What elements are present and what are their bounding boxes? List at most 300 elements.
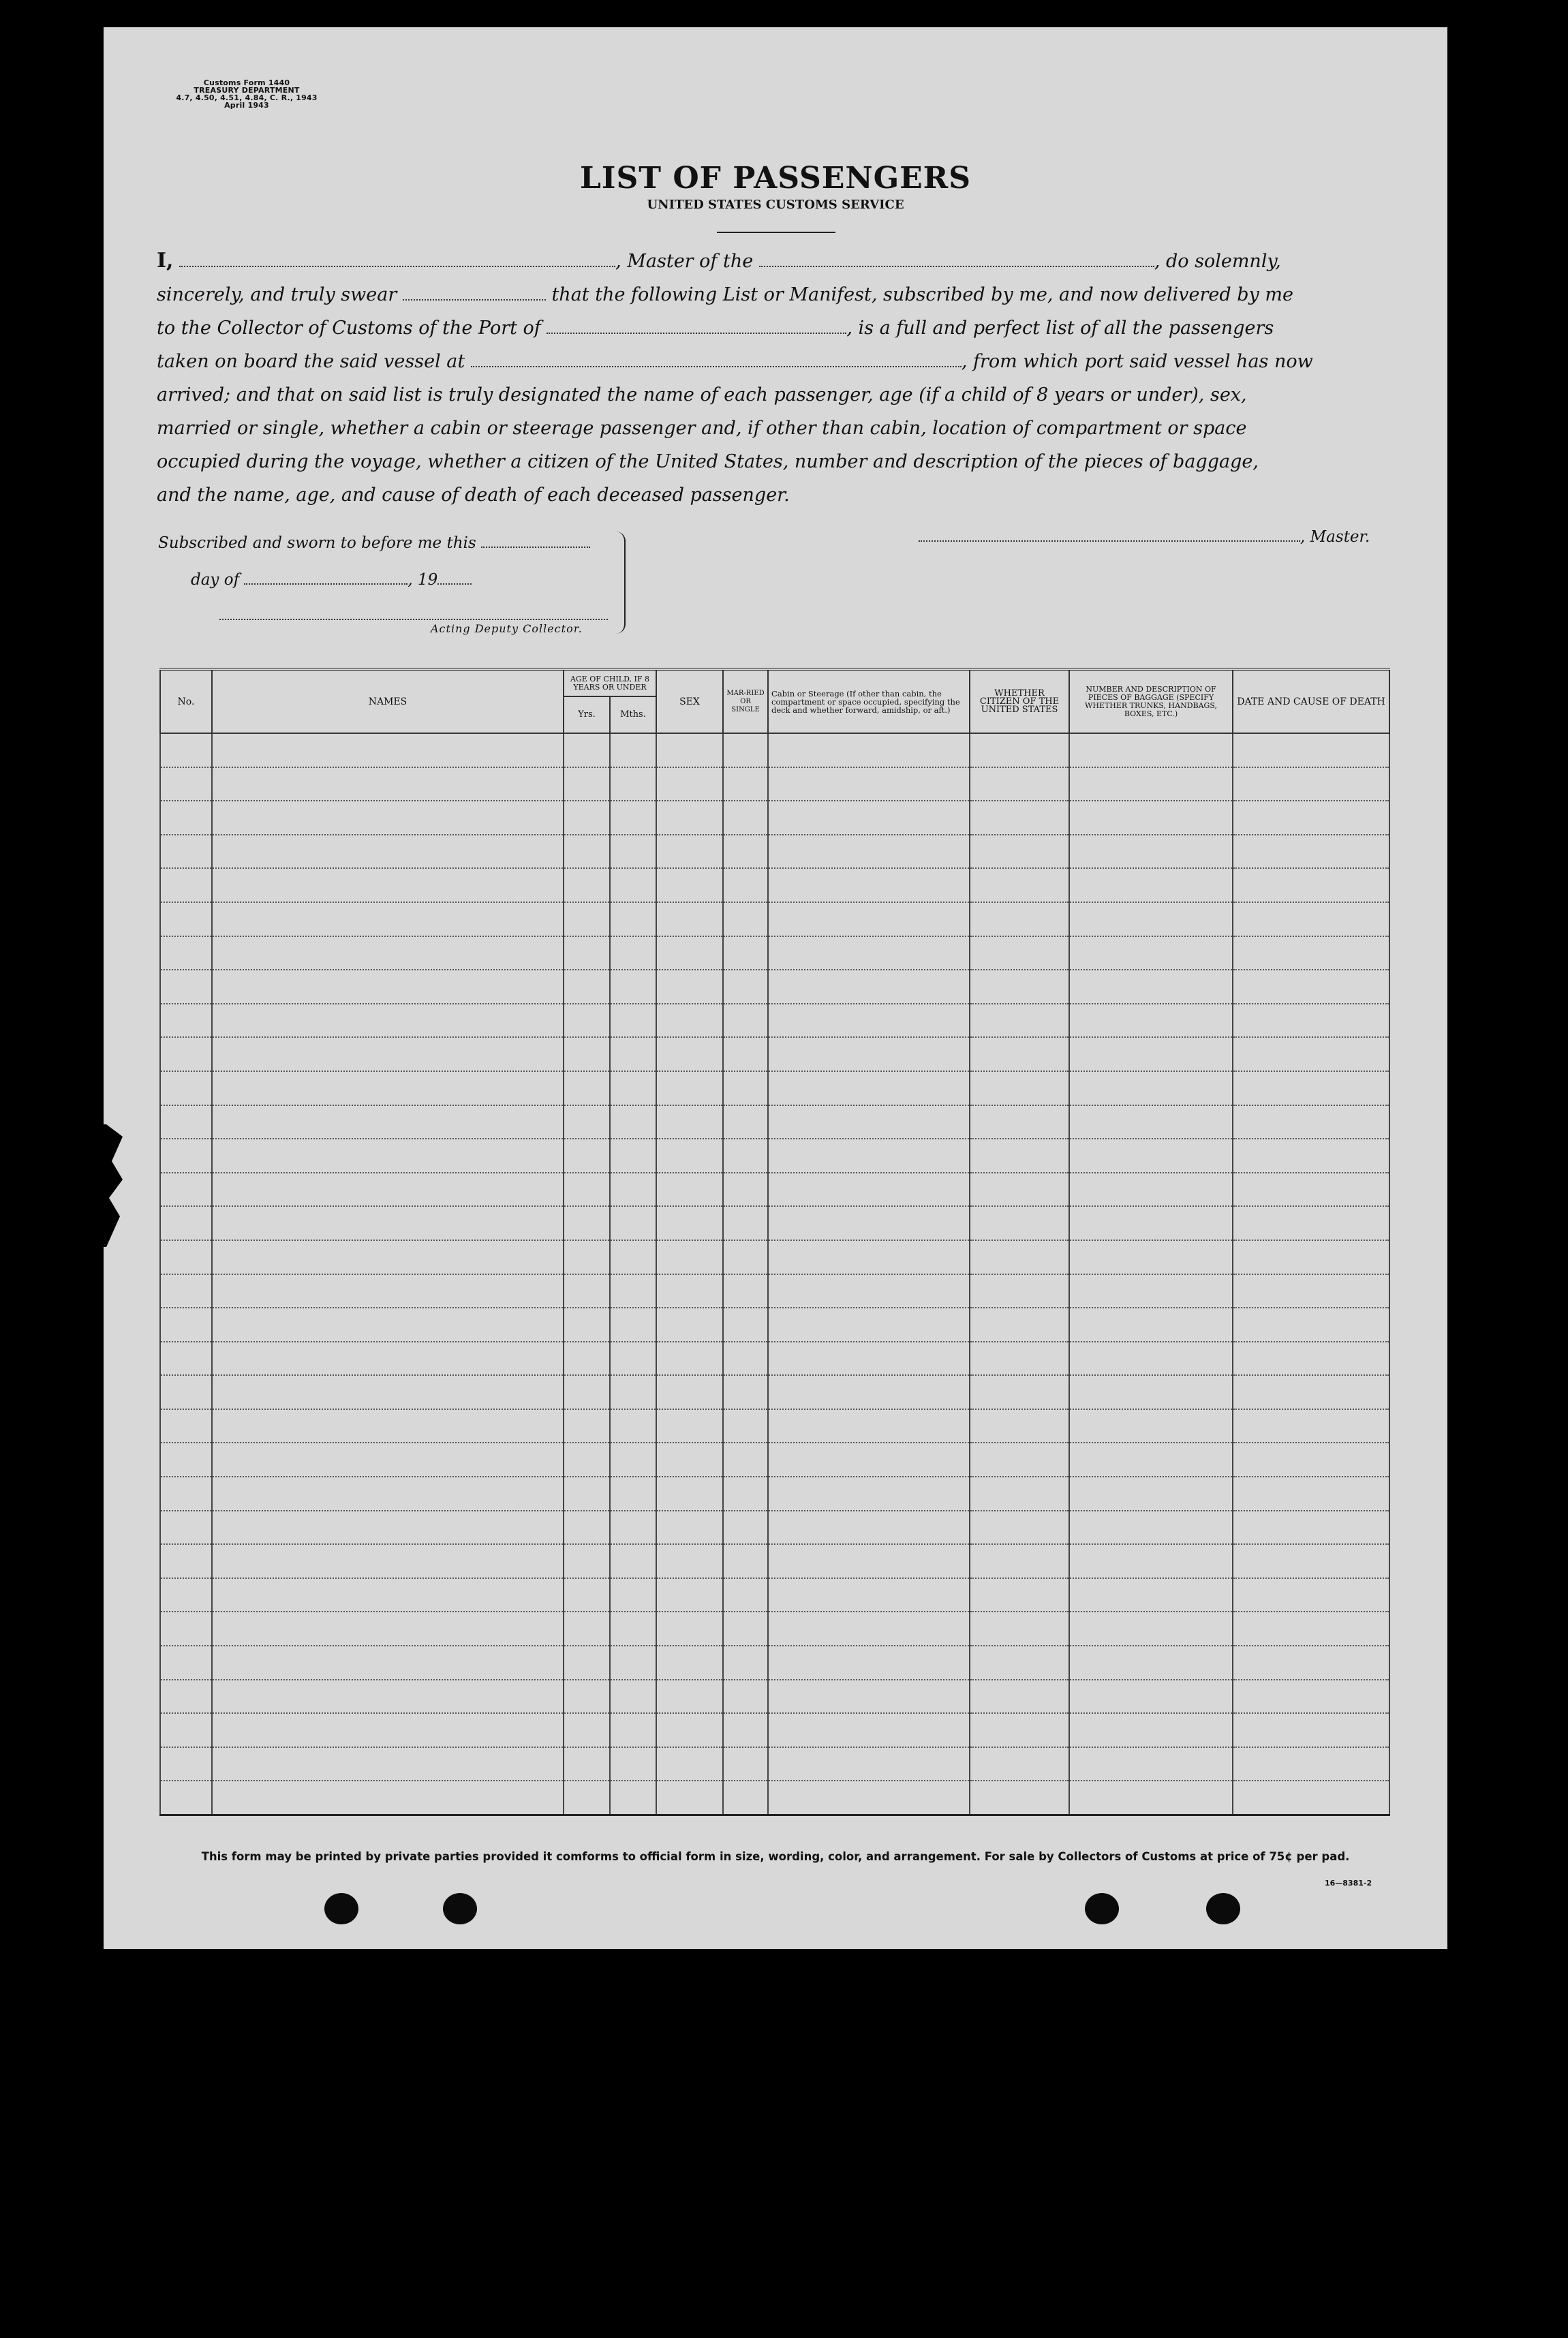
table-cell[interactable] [212,1680,564,1714]
table-cell[interactable] [1233,1071,1389,1105]
table-cell[interactable] [1233,970,1389,1004]
table-cell[interactable] [723,1274,768,1308]
table-cell[interactable] [1233,1240,1389,1274]
table-cell[interactable] [656,1511,723,1545]
table-cell[interactable] [212,1037,564,1071]
table-cell[interactable] [212,1240,564,1274]
table-cell[interactable] [610,1477,656,1511]
table-cell[interactable] [656,1713,723,1747]
table-cell[interactable] [1233,1612,1389,1646]
table-cell[interactable] [610,1612,656,1646]
table-cell[interactable] [1069,801,1233,835]
table-cell[interactable] [656,970,723,1004]
table-cell[interactable] [610,1511,656,1545]
table-cell[interactable] [723,1173,768,1207]
table-cell[interactable] [970,1139,1069,1173]
table-cell[interactable] [723,1139,768,1173]
table-cell[interactable] [656,1578,723,1612]
table-cell[interactable] [723,1342,768,1376]
table-cell[interactable] [970,1409,1069,1443]
table-cell[interactable] [1233,1342,1389,1376]
table-cell[interactable] [1233,868,1389,902]
table-cell[interactable] [160,1578,212,1612]
table-cell[interactable] [212,1004,564,1038]
table-cell[interactable] [768,1511,970,1545]
table-cell[interactable] [1069,868,1233,902]
table-cell[interactable] [970,1308,1069,1342]
table-cell[interactable] [970,1747,1069,1781]
table-cell[interactable] [768,801,970,835]
table-cell[interactable] [564,1206,610,1240]
table-cell[interactable] [970,1713,1069,1747]
table-cell[interactable] [610,1308,656,1342]
table-cell[interactable] [160,1139,212,1173]
table-cell[interactable] [656,936,723,970]
table-cell[interactable] [970,1443,1069,1477]
table-cell[interactable] [1233,767,1389,801]
table-cell[interactable] [1069,1342,1233,1376]
table-cell[interactable] [1069,1139,1233,1173]
table-cell[interactable] [723,1105,768,1139]
table-cell[interactable] [564,767,610,801]
table-cell[interactable] [768,970,970,1004]
table-cell[interactable] [1233,1544,1389,1578]
table-cell[interactable] [1233,1477,1389,1511]
table-cell[interactable] [610,1274,656,1308]
table-cell[interactable] [212,767,564,801]
table-cell[interactable] [1069,1713,1233,1747]
table-cell[interactable] [656,1781,723,1815]
table-cell[interactable] [1069,1308,1233,1342]
sworn-day-field[interactable] [481,533,590,548]
table-cell[interactable] [1233,1037,1389,1071]
month-field[interactable] [244,570,408,585]
table-cell[interactable] [564,1375,610,1409]
table-cell[interactable] [160,1342,212,1376]
table-cell[interactable] [564,1511,610,1545]
table-cell[interactable] [610,1206,656,1240]
table-cell[interactable] [768,1443,970,1477]
table-cell[interactable] [160,1206,212,1240]
table-cell[interactable] [1233,936,1389,970]
table-cell[interactable] [160,1544,212,1578]
table-cell[interactable] [212,1409,564,1443]
table-cell[interactable] [723,835,768,869]
swear-field[interactable] [403,283,546,301]
table-cell[interactable] [564,1240,610,1274]
table-cell[interactable] [1069,1071,1233,1105]
table-cell[interactable] [212,970,564,1004]
table-cell[interactable] [1069,1409,1233,1443]
departure-port-field[interactable] [471,350,962,367]
table-cell[interactable] [160,1409,212,1443]
table-cell[interactable] [768,1139,970,1173]
table-cell[interactable] [1233,1578,1389,1612]
table-cell[interactable] [564,1443,610,1477]
table-cell[interactable] [610,1037,656,1071]
table-cell[interactable] [212,1612,564,1646]
table-cell[interactable] [768,1409,970,1443]
table-cell[interactable] [610,1747,656,1781]
table-cell[interactable] [723,1511,768,1545]
table-cell[interactable] [564,1544,610,1578]
table-cell[interactable] [1069,1544,1233,1578]
table-cell[interactable] [723,1612,768,1646]
table-cell[interactable] [160,1274,212,1308]
table-cell[interactable] [656,767,723,801]
table-cell[interactable] [768,1646,970,1680]
table-cell[interactable] [160,1443,212,1477]
table-cell[interactable] [160,970,212,1004]
table-cell[interactable] [723,1544,768,1578]
table-cell[interactable] [970,1240,1069,1274]
table-cell[interactable] [564,1105,610,1139]
table-cell[interactable] [160,1240,212,1274]
table-cell[interactable] [970,1004,1069,1038]
table-cell[interactable] [1069,936,1233,970]
table-cell[interactable] [564,902,610,936]
table-cell[interactable] [768,1071,970,1105]
table-cell[interactable] [768,936,970,970]
table-cell[interactable] [160,1071,212,1105]
table-cell[interactable] [1233,835,1389,869]
table-cell[interactable] [564,1747,610,1781]
table-cell[interactable] [564,1477,610,1511]
table-cell[interactable] [1069,1680,1233,1714]
table-cell[interactable] [723,1781,768,1815]
table-cell[interactable] [610,1240,656,1274]
table-cell[interactable] [656,1240,723,1274]
table-cell[interactable] [212,868,564,902]
table-cell[interactable] [1233,1375,1389,1409]
table-cell[interactable] [160,1713,212,1747]
table-cell[interactable] [160,1511,212,1545]
table-cell[interactable] [656,868,723,902]
table-cell[interactable] [610,868,656,902]
table-cell[interactable] [656,1004,723,1038]
year-field[interactable] [437,570,472,585]
table-cell[interactable] [564,1004,610,1038]
table-cell[interactable] [564,936,610,970]
table-cell[interactable] [656,1105,723,1139]
table-cell[interactable] [1069,1747,1233,1781]
table-cell[interactable] [160,1781,212,1815]
master-name-field[interactable] [179,249,615,267]
table-cell[interactable] [970,1342,1069,1376]
table-cell[interactable] [768,1375,970,1409]
table-cell[interactable] [610,1375,656,1409]
table-cell[interactable] [564,1173,610,1207]
table-cell[interactable] [768,1477,970,1511]
table-cell[interactable] [723,1037,768,1071]
table-cell[interactable] [610,1646,656,1680]
table-cell[interactable] [970,1544,1069,1578]
table-cell[interactable] [768,1037,970,1071]
table-cell[interactable] [970,1206,1069,1240]
table-cell[interactable] [723,1375,768,1409]
table-cell[interactable] [1069,1375,1233,1409]
table-cell[interactable] [723,936,768,970]
table-cell[interactable] [970,1274,1069,1308]
table-cell[interactable] [160,902,212,936]
table-cell[interactable] [970,1646,1069,1680]
table-cell[interactable] [970,1105,1069,1139]
table-cell[interactable] [160,1375,212,1409]
table-cell[interactable] [610,1139,656,1173]
table-cell[interactable] [723,1004,768,1038]
table-cell[interactable] [970,1511,1069,1545]
table-cell[interactable] [723,1308,768,1342]
table-cell[interactable] [768,1342,970,1376]
table-cell[interactable] [1233,1139,1389,1173]
table-cell[interactable] [723,1477,768,1511]
table-cell[interactable] [212,1477,564,1511]
table-cell[interactable] [768,733,970,767]
table-cell[interactable] [212,1511,564,1545]
table-cell[interactable] [610,1105,656,1139]
table-cell[interactable] [1233,1004,1389,1038]
collector-signature-line[interactable] [219,619,608,620]
table-cell[interactable] [1069,1781,1233,1815]
table-cell[interactable] [1069,1511,1233,1545]
table-cell[interactable] [970,1037,1069,1071]
table-cell[interactable] [1069,1206,1233,1240]
table-cell[interactable] [564,1612,610,1646]
table-cell[interactable] [610,733,656,767]
table-cell[interactable] [656,1747,723,1781]
table-cell[interactable] [160,1037,212,1071]
table-cell[interactable] [768,1544,970,1578]
table-cell[interactable] [723,970,768,1004]
table-cell[interactable] [160,1004,212,1038]
table-cell[interactable] [564,1342,610,1376]
table-cell[interactable] [212,1747,564,1781]
table-cell[interactable] [564,1680,610,1714]
table-cell[interactable] [723,1071,768,1105]
table-cell[interactable] [160,767,212,801]
table-cell[interactable] [160,868,212,902]
table-cell[interactable] [970,767,1069,801]
table-cell[interactable] [564,970,610,1004]
table-cell[interactable] [1233,1308,1389,1342]
table-cell[interactable] [610,1409,656,1443]
table-cell[interactable] [768,1578,970,1612]
table-cell[interactable] [768,1781,970,1815]
table-cell[interactable] [1069,1443,1233,1477]
table-cell[interactable] [564,1308,610,1342]
table-cell[interactable] [768,868,970,902]
table-cell[interactable] [610,902,656,936]
table-cell[interactable] [970,936,1069,970]
table-cell[interactable] [212,1274,564,1308]
table-cell[interactable] [768,835,970,869]
table-cell[interactable] [970,1477,1069,1511]
table-cell[interactable] [1069,835,1233,869]
table-cell[interactable] [1069,1578,1233,1612]
table-cell[interactable] [723,1646,768,1680]
table-cell[interactable] [768,1274,970,1308]
table-cell[interactable] [212,1578,564,1612]
table-cell[interactable] [160,835,212,869]
vessel-name-field[interactable] [759,249,1154,267]
table-cell[interactable] [1233,801,1389,835]
table-cell[interactable] [1233,1646,1389,1680]
table-cell[interactable] [723,1409,768,1443]
table-cell[interactable] [768,1747,970,1781]
master-signature-line[interactable] [919,528,1300,542]
table-cell[interactable] [610,1713,656,1747]
table-cell[interactable] [564,1274,610,1308]
table-cell[interactable] [656,1544,723,1578]
table-cell[interactable] [610,1004,656,1038]
table-cell[interactable] [610,1781,656,1815]
table-cell[interactable] [723,902,768,936]
table-cell[interactable] [656,1037,723,1071]
table-cell[interactable] [970,1680,1069,1714]
table-cell[interactable] [1069,733,1233,767]
table-cell[interactable] [970,1781,1069,1815]
table-cell[interactable] [564,733,610,767]
table-cell[interactable] [723,1680,768,1714]
table-cell[interactable] [1069,1646,1233,1680]
table-cell[interactable] [1069,1173,1233,1207]
table-cell[interactable] [610,1680,656,1714]
table-cell[interactable] [564,1139,610,1173]
table-cell[interactable] [656,1680,723,1714]
table-cell[interactable] [768,1713,970,1747]
table-cell[interactable] [212,1544,564,1578]
table-cell[interactable] [1233,1443,1389,1477]
table-cell[interactable] [212,1443,564,1477]
table-cell[interactable] [656,902,723,936]
table-cell[interactable] [212,936,564,970]
table-cell[interactable] [564,1646,610,1680]
table-cell[interactable] [768,902,970,936]
table-cell[interactable] [160,801,212,835]
table-cell[interactable] [1233,1713,1389,1747]
table-cell[interactable] [768,1680,970,1714]
table-cell[interactable] [723,767,768,801]
table-cell[interactable] [564,868,610,902]
table-cell[interactable] [970,902,1069,936]
table-cell[interactable] [610,801,656,835]
table-cell[interactable] [564,1713,610,1747]
table-cell[interactable] [723,1206,768,1240]
table-cell[interactable] [1233,1680,1389,1714]
table-cell[interactable] [212,1308,564,1342]
table-cell[interactable] [212,835,564,869]
table-cell[interactable] [723,868,768,902]
table-cell[interactable] [656,835,723,869]
table-cell[interactable] [723,1578,768,1612]
table-cell[interactable] [970,1612,1069,1646]
table-cell[interactable] [1233,1274,1389,1308]
table-cell[interactable] [564,835,610,869]
table-cell[interactable] [1069,1477,1233,1511]
table-cell[interactable] [610,767,656,801]
table-cell[interactable] [656,1139,723,1173]
table-cell[interactable] [212,902,564,936]
table-cell[interactable] [768,1612,970,1646]
table-cell[interactable] [656,1409,723,1443]
table-cell[interactable] [610,1342,656,1376]
table-cell[interactable] [656,1274,723,1308]
table-cell[interactable] [1233,1409,1389,1443]
table-cell[interactable] [723,1443,768,1477]
table-cell[interactable] [1069,970,1233,1004]
table-cell[interactable] [970,801,1069,835]
table-cell[interactable] [610,1173,656,1207]
table-cell[interactable] [723,1747,768,1781]
table-cell[interactable] [1069,1105,1233,1139]
table-cell[interactable] [212,1071,564,1105]
table-cell[interactable] [656,1308,723,1342]
table-cell[interactable] [723,1713,768,1747]
table-cell[interactable] [160,1308,212,1342]
table-cell[interactable] [610,835,656,869]
table-cell[interactable] [1069,767,1233,801]
table-cell[interactable] [970,1578,1069,1612]
table-cell[interactable] [564,1409,610,1443]
table-cell[interactable] [970,1375,1069,1409]
table-cell[interactable] [970,1071,1069,1105]
table-cell[interactable] [768,767,970,801]
table-cell[interactable] [656,1375,723,1409]
table-cell[interactable] [1233,902,1389,936]
table-cell[interactable] [212,1781,564,1815]
table-cell[interactable] [1069,1037,1233,1071]
table-cell[interactable] [656,1443,723,1477]
table-cell[interactable] [212,1375,564,1409]
table-cell[interactable] [610,1071,656,1105]
table-cell[interactable] [723,1240,768,1274]
table-cell[interactable] [160,1173,212,1207]
table-cell[interactable] [610,1544,656,1578]
table-cell[interactable] [970,835,1069,869]
table-cell[interactable] [212,1105,564,1139]
table-cell[interactable] [610,1443,656,1477]
table-cell[interactable] [1233,733,1389,767]
table-cell[interactable] [564,801,610,835]
table-cell[interactable] [1233,1511,1389,1545]
table-cell[interactable] [610,1578,656,1612]
table-cell[interactable] [656,1612,723,1646]
table-cell[interactable] [1233,1105,1389,1139]
table-cell[interactable] [768,1206,970,1240]
table-cell[interactable] [656,1477,723,1511]
table-cell[interactable] [768,1105,970,1139]
table-cell[interactable] [1233,1206,1389,1240]
table-cell[interactable] [970,733,1069,767]
table-cell[interactable] [212,1713,564,1747]
table-cell[interactable] [1069,1612,1233,1646]
table-cell[interactable] [656,1071,723,1105]
port-field[interactable] [547,316,846,334]
table-cell[interactable] [656,733,723,767]
table-cell[interactable] [1069,1240,1233,1274]
table-cell[interactable] [768,1173,970,1207]
table-cell[interactable] [564,1578,610,1612]
table-cell[interactable] [160,1477,212,1511]
table-cell[interactable] [564,1781,610,1815]
table-cell[interactable] [723,801,768,835]
table-cell[interactable] [160,936,212,970]
table-cell[interactable] [768,1240,970,1274]
table-cell[interactable] [160,1747,212,1781]
table-cell[interactable] [610,970,656,1004]
table-cell[interactable] [160,1680,212,1714]
table-cell[interactable] [212,1139,564,1173]
